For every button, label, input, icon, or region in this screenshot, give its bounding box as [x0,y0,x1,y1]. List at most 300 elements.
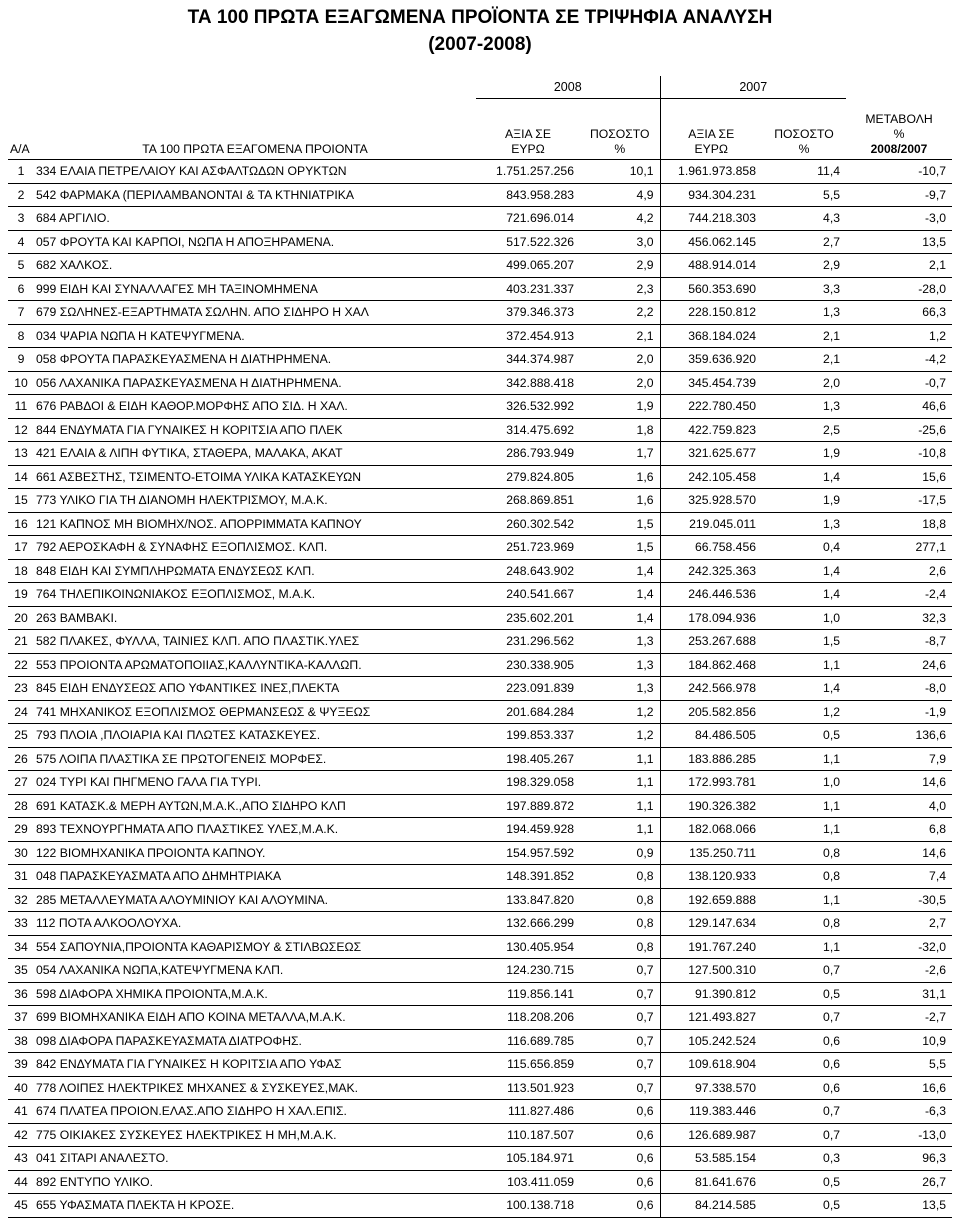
change-pct: 66,3 [846,301,952,325]
change-pct: -2,7 [846,1006,952,1030]
value-2007: 744.218.303 [660,207,762,231]
product-name: 048 ΠΑΡΑΣΚΕΥΑΣΜΑΤΑ ΑΠΟ ΔΗΜΗΤΡΙΑΚΑ [34,865,476,889]
table-row [8,794,952,818]
change-pct: -28,0 [846,277,952,301]
product-name: 054 ΛΑΧΑΝΙΚΑ ΝΩΠΑ,ΚΑΤΕΨΥΓΜΕΝΑ ΚΛΠ. [34,959,476,983]
pct-2007: 0,7 [762,1123,846,1147]
pct-2007: 0,7 [762,959,846,983]
value-2008: 199.853.337 [476,724,580,748]
pct-2007: 2,5 [762,418,846,442]
value-2007: 109.618.904 [660,1053,762,1077]
value-2007: 242.105.458 [660,465,762,489]
row-number: 10 [8,371,34,395]
header-value-2008-line2: ΕΥΡΩ [511,142,545,156]
table-row [8,230,952,254]
change-pct: 2,6 [846,559,952,583]
product-name: 773 ΥΛΙΚΟ ΓΙΑ ΤΗ ΔΙΑΝΟΜΗ ΗΛΕΚΤΡΙΣΜΟΥ, Μ.Α.Κ. [34,489,476,513]
header-pct-2008 [580,99,660,160]
pct-2008: 2,0 [580,348,660,372]
pct-2007: 0,5 [762,1170,846,1194]
product-name: 582 ΠΛΑΚΕΣ, ΦΥΛΛΑ, ΤΑΙΝΙΕΣ ΚΛΠ. ΑΠΟ ΠΛΑΣΤΙΚ.ΥΛΕΣ [34,630,476,654]
pct-2008: 2,1 [580,324,660,348]
value-2007: 219.045.011 [660,512,762,536]
value-2007: 184.862.468 [660,653,762,677]
pct-2008: 1,5 [580,512,660,536]
header-pct-2008-line2: % [614,142,626,156]
product-name: 057 ΦΡΟΥΤΑ ΚΑΙ ΚΑΡΠΟΙ, ΝΩΠΑ Η ΑΠΟΞΗΡΑΜΕΝΑ. [34,230,476,254]
change-pct: 13,5 [846,1194,952,1218]
value-2007: 183.886.285 [660,747,762,771]
product-name: 285 ΜΕΤΑΛΛΕΥΜΑΤΑ ΑΛΟΥΜΙΝΙΟΥ ΚΑΙ ΑΛΟΥΜΙΝΑ. [34,888,476,912]
change-pct: 46,6 [846,395,952,419]
change-pct: -4,2 [846,348,952,372]
product-name: 778 ΛΟΙΠΕΣ ΗΛΕΚΤΡΙΚΕΣ ΜΗΧΑΝΕΣ & ΣΥΣΚΕΥΕΣ,ΜΑΚ. [34,1076,476,1100]
pct-2008: 1,2 [580,700,660,724]
value-2008: 326.532.992 [476,395,580,419]
table-row [8,912,952,936]
pct-2007: 0,5 [762,1194,846,1218]
pct-2007: 1,1 [762,935,846,959]
row-number: 30 [8,841,34,865]
change-pct: 18,8 [846,512,952,536]
value-2008: 843.958.283 [476,183,580,207]
product-name: 792 ΑΕΡΟΣΚΑΦΗ & ΣΥΝΑΦΗΣ ΕΞΟΠΛΙΣΜΟΣ. ΚΛΠ. [34,536,476,560]
pct-2008: 0,7 [580,1029,660,1053]
pct-2007: 0,3 [762,1147,846,1171]
pct-2007: 0,5 [762,724,846,748]
pct-2007: 2,0 [762,371,846,395]
pct-2008: 1,1 [580,747,660,771]
table-row [8,1170,952,1194]
value-2008: 103.411.059 [476,1170,580,1194]
row-number: 27 [8,771,34,795]
title-line-1: ΤΑ 100 ΠΡΩΤΑ ΕΞΑΓΩΜΕΝΑ ΠΡΟΪΟΝΤΑ ΣΕ ΤΡΙΨΗΦΙΑ ΑΝΑΛΥΣΗ [187,7,773,28]
row-number: 26 [8,747,34,771]
row-number: 7 [8,301,34,325]
pct-2007: 0,8 [762,841,846,865]
value-2008: 115.656.859 [476,1053,580,1077]
value-2008: 113.501.923 [476,1076,580,1100]
table-row [8,465,952,489]
value-2008: 119.856.141 [476,982,580,1006]
product-name: 098 ΔΙΑΦΟΡΑ ΠΑΡΑΣΚΕΥΑΣΜΑΤΑ ΔΙΑΤΡΟΦΗΣ. [34,1029,476,1053]
pct-2008: 1,9 [580,395,660,419]
value-2008: 230.338.905 [476,653,580,677]
row-number: 4 [8,230,34,254]
row-number: 18 [8,559,34,583]
table-row [8,254,952,278]
pct-2008: 0,6 [580,1123,660,1147]
value-2007: 934.304.231 [660,183,762,207]
row-number: 40 [8,1076,34,1100]
value-2007: 488.914.014 [660,254,762,278]
product-name: 999 ΕΙΔΗ ΚΑΙ ΣΥΝΑΛΛΑΓΕΣ ΜΗ ΤΑΞΙΝΟΜΗΜΕΝΑ [34,277,476,301]
pct-2008: 0,6 [580,1100,660,1124]
table-row [8,324,952,348]
value-2007: 422.759.823 [660,418,762,442]
pct-2008: 0,8 [580,935,660,959]
pct-2008: 0,7 [580,1006,660,1030]
value-2008: 198.405.267 [476,747,580,771]
row-number: 11 [8,395,34,419]
table-row [8,935,952,959]
header-pct-2007 [762,99,846,160]
product-name: 056 ΛΑΧΑΝΙΚΑ ΠΑΡΑΣΚΕΥΑΣΜΕΝΑ Η ΔΙΑΤΗΡΗΜΕΝΑ. [34,371,476,395]
change-pct: 277,1 [846,536,952,560]
pct-2008: 1,7 [580,442,660,466]
table-row [8,183,952,207]
value-2008: 116.689.785 [476,1029,580,1053]
table-row [8,1100,952,1124]
pct-2007: 2,1 [762,348,846,372]
value-2008: 132.666.299 [476,912,580,936]
pct-2008: 0,7 [580,1053,660,1077]
table-row [8,747,952,771]
table-row [8,536,952,560]
value-2008: 314.475.692 [476,418,580,442]
year-header-row [8,76,952,99]
value-2008: 342.888.418 [476,371,580,395]
change-pct: 1,2 [846,324,952,348]
change-pct: -2,4 [846,583,952,607]
pct-2007: 11,4 [762,160,846,184]
row-number: 25 [8,724,34,748]
title-line-2: (2007-2008) [428,34,532,55]
row-number: 14 [8,465,34,489]
row-number: 3 [8,207,34,231]
table-row [8,606,952,630]
pct-2007: 0,7 [762,1100,846,1124]
pct-2007: 1,9 [762,489,846,513]
row-number: 9 [8,348,34,372]
pct-2007: 2,9 [762,254,846,278]
value-2007: 246.446.536 [660,583,762,607]
value-2007: 192.659.888 [660,888,762,912]
value-2008: 154.957.592 [476,841,580,865]
change-pct: -8,0 [846,677,952,701]
value-2008: 133.847.820 [476,888,580,912]
pct-2007: 1,4 [762,677,846,701]
change-pct: -32,0 [846,935,952,959]
pct-2008: 3,0 [580,230,660,254]
value-2008: 499.065.207 [476,254,580,278]
value-2008: 251.723.969 [476,536,580,560]
value-2007: 456.062.145 [660,230,762,254]
product-name: 682 ΧΑΛΚΟΣ. [34,254,476,278]
change-pct: -3,0 [846,207,952,231]
row-number: 13 [8,442,34,466]
header-value-2007-line1: ΑΞΙΑ ΣΕ [688,127,735,141]
change-pct: 13,5 [846,230,952,254]
value-2007: 182.068.066 [660,818,762,842]
change-pct: 31,1 [846,982,952,1006]
pct-2008: 1,4 [580,559,660,583]
pct-2007: 1,3 [762,512,846,536]
pct-2008: 1,3 [580,677,660,701]
value-2007: 119.383.446 [660,1100,762,1124]
value-2008: 201.684.284 [476,700,580,724]
product-name: 554 ΣΑΠΟΥΝΙΑ,ΠΡΟΙΟΝΤΑ ΚΑΘΑΡΙΣΜΟΥ & ΣΤΙΛΒΩΣΕΩΣ [34,935,476,959]
pct-2007: 0,7 [762,1006,846,1030]
value-2008: 194.459.928 [476,818,580,842]
value-2007: 228.150.812 [660,301,762,325]
pct-2008: 0,6 [580,1170,660,1194]
header-change-line2: % [893,127,905,141]
pct-2008: 0,9 [580,841,660,865]
change-pct: 136,6 [846,724,952,748]
product-name: 034 ΨΑΡΙΑ ΝΩΠΑ Η ΚΑΤΕΨΥΓΜΕΝΑ. [34,324,476,348]
product-name: 844 ΕΝΔΥΜΑΤΑ ΓΙΑ ΓΥΝΑΙΚΕΣ Η ΚΟΡΙΤΣΙΑ ΑΠΟ ΠΛΕΚ [34,418,476,442]
product-name: 892 ΕΝΤΥΠΟ ΥΛΙΚΟ. [34,1170,476,1194]
value-2008: 344.374.987 [476,348,580,372]
change-pct: -0,7 [846,371,952,395]
pct-2008: 1,8 [580,418,660,442]
product-name: 655 ΥΦΑΣΜΑΤΑ ΠΛΕΚΤΑ Η ΚΡΟΣΕ. [34,1194,476,1218]
value-2007: 205.582.856 [660,700,762,724]
change-pct: 26,7 [846,1170,952,1194]
table-row [8,395,952,419]
pct-2007: 1,1 [762,818,846,842]
row-number: 42 [8,1123,34,1147]
change-pct: -2,6 [846,959,952,983]
pct-2008: 1,6 [580,489,660,513]
value-2007: 321.625.677 [660,442,762,466]
pct-2008: 2,2 [580,301,660,325]
header-pct-2008-line1: ΠΟΣΟΣΤΟ [589,127,650,141]
row-number: 24 [8,700,34,724]
value-2007: 105.242.524 [660,1029,762,1053]
value-2008: 231.296.562 [476,630,580,654]
product-name: 741 ΜΗΧΑΝΙΚΟΣ ΕΞΟΠΛΙΣΜΟΣ ΘΕΡΜΑΝΣΕΩΣ & ΨΥΞΕΩΣ [34,700,476,724]
row-number: 20 [8,606,34,630]
product-name: 661 ΑΣΒΕΣΤΗΣ, ΤΣΙΜΕΝΤΟ-ΕΤΟΙΜΑ ΥΛΙΚΑ ΚΑΤΑΣΚΕΥΩΝ [34,465,476,489]
row-number: 45 [8,1194,34,1218]
value-2007: 53.585.154 [660,1147,762,1171]
table-row [8,1123,952,1147]
row-number: 21 [8,630,34,654]
row-number: 43 [8,1147,34,1171]
product-name: 024 ΤΥΡΙ ΚΑΙ ΠΗΓΜΕΝΟ ΓΑΛΑ ΓΙΑ ΤΥΡΙ. [34,771,476,795]
pct-2007: 0,8 [762,912,846,936]
pct-2007: 1,1 [762,747,846,771]
value-2008: 721.696.014 [476,207,580,231]
product-name: 553 ΠΡΟΙΟΝΤΑ ΑΡΩΜΑΤΟΠΟΙΙΑΣ,ΚΑΛΛΥΝΤΙΚΑ-ΚΑΛΛΩΠ. [34,653,476,677]
row-number: 31 [8,865,34,889]
pct-2007: 1,1 [762,888,846,912]
pct-2008: 4,2 [580,207,660,231]
product-name: 764 ΤΗΛΕΠΙΚΟΙΝΩΝΙΑΚΟΣ ΕΞΟΠΛΙΣΜΟΣ, Μ.Α.Κ. [34,583,476,607]
value-2008: 1.751.257.256 [476,160,580,184]
header-value-2007-line2: ΕΥΡΩ [694,142,728,156]
product-name: 263 ΒΑΜΒΑΚΙ. [34,606,476,630]
product-name: 674 ΠΛΑΤΕΑ ΠΡΟΙΟΝ.ΕΛΑΣ.ΑΠΟ ΣΙΔΗΡΟ Η ΧΑΛ.ΕΠΙΣ. [34,1100,476,1124]
product-name: 041 ΣΙΤΑΡΙ ΑΝΑΛΕΣΤΟ. [34,1147,476,1171]
pct-2008: 0,8 [580,888,660,912]
value-2008: 403.231.337 [476,277,580,301]
value-2007: 242.325.363 [660,559,762,583]
table-row [8,1076,952,1100]
row-number: 28 [8,794,34,818]
document-title [0,0,960,56]
pct-2008: 2,3 [580,277,660,301]
table-row [8,771,952,795]
change-pct: 7,9 [846,747,952,771]
row-number: 22 [8,653,34,677]
value-2007: 97.338.570 [660,1076,762,1100]
table-row [8,371,952,395]
table-row [8,677,952,701]
pct-2008: 1,5 [580,536,660,560]
row-number: 41 [8,1100,34,1124]
row-number: 29 [8,818,34,842]
value-2007: 253.267.688 [660,630,762,654]
header-aa: Α/Α [10,142,30,156]
pct-2008: 2,0 [580,371,660,395]
change-pct: -6,3 [846,1100,952,1124]
table-row [8,442,952,466]
value-2008: 124.230.715 [476,959,580,983]
row-number: 6 [8,277,34,301]
value-2007: 126.689.987 [660,1123,762,1147]
table-row [8,512,952,536]
table-row [8,1147,952,1171]
value-2008: 130.405.954 [476,935,580,959]
row-number: 16 [8,512,34,536]
table-row [8,1029,952,1053]
row-number: 8 [8,324,34,348]
value-2008: 100.138.718 [476,1194,580,1218]
product-name: 122 ΒΙΟΜΗΧΑΝΙΚΑ ΠΡΟΙΟΝΤΑ ΚΑΠΝΟΥ. [34,841,476,865]
change-pct: -1,9 [846,700,952,724]
header-value-2008 [476,99,580,160]
pct-2007: 0,6 [762,1053,846,1077]
change-pct: 4,0 [846,794,952,818]
table-row [8,653,952,677]
pct-2008: 1,4 [580,606,660,630]
pct-2007: 1,2 [762,700,846,724]
value-2007: 178.094.936 [660,606,762,630]
value-2007: 81.641.676 [660,1170,762,1194]
value-2007: 84.214.585 [660,1194,762,1218]
value-2007: 66.758.456 [660,536,762,560]
row-number: 15 [8,489,34,513]
pct-2008: 0,7 [580,982,660,1006]
pct-2007: 3,3 [762,277,846,301]
change-pct: 7,4 [846,865,952,889]
value-2007: 129.147.634 [660,912,762,936]
row-number: 39 [8,1053,34,1077]
year-2008-header: 2008 [476,76,660,99]
pct-2008: 1,6 [580,465,660,489]
change-pct: -13,0 [846,1123,952,1147]
row-number: 1 [8,160,34,184]
product-name: 691 ΚΑΤΑΣΚ.& ΜΕΡΗ ΑΥΤΩΝ,Μ.Α.Κ.,ΑΠΟ ΣΙΔΗΡΟ ΚΛΠ [34,794,476,818]
value-2008: 279.824.805 [476,465,580,489]
value-2007: 222.780.450 [660,395,762,419]
value-2008: 198.329.058 [476,771,580,795]
change-pct: 5,5 [846,1053,952,1077]
row-number: 37 [8,1006,34,1030]
value-2007: 325.928.570 [660,489,762,513]
change-pct: -9,7 [846,183,952,207]
pct-2007: 1,4 [762,583,846,607]
change-pct: 24,6 [846,653,952,677]
value-2008: 240.541.667 [476,583,580,607]
pct-2008: 4,9 [580,183,660,207]
pct-2008: 1,3 [580,630,660,654]
pct-2008: 0,8 [580,865,660,889]
pct-2007: 1,0 [762,606,846,630]
header-value-2008-line1: ΑΞΙΑ ΣΕ [505,127,551,141]
value-2007: 127.500.310 [660,959,762,983]
row-number: 17 [8,536,34,560]
value-2007: 242.566.978 [660,677,762,701]
change-pct: 32,3 [846,606,952,630]
product-name: 334 ΕΛΑΙΑ ΠΕΤΡΕΛΑΙΟΥ ΚΑΙ ΑΣΦΑΛΤΩΔΩΝ ΟΡΥΚΤΩΝ [34,160,476,184]
value-2007: 138.120.933 [660,865,762,889]
table-row [8,348,952,372]
row-number: 12 [8,418,34,442]
change-pct: -25,6 [846,418,952,442]
value-2008: 197.889.872 [476,794,580,818]
pct-2007: 1,4 [762,559,846,583]
product-name: 575 ΛΟΙΠΑ ΠΛΑΣΤΙΚΑ ΣΕ ΠΡΩΤΟΓΕΝΕΙΣ ΜΟΡΦΕΣ. [34,747,476,771]
product-name: 893 ΤΕΧΝΟΥΡΓΗΜΑΤΑ ΑΠΟ ΠΛΑΣΤΙΚΕΣ ΥΛΕΣ,Μ.Α.Κ. [34,818,476,842]
year-2007-header: 2007 [660,76,846,99]
value-2007: 121.493.827 [660,1006,762,1030]
change-pct: 16,6 [846,1076,952,1100]
table-row [8,489,952,513]
value-2008: 111.827.486 [476,1100,580,1124]
value-2007: 359.636.920 [660,348,762,372]
value-2008: 260.302.542 [476,512,580,536]
table-row [8,559,952,583]
header-product: ΤΑ 100 ΠΡΩΤΑ ΕΞΑΓΟΜΕΝΑ ΠΡΟΙΟΝΤΑ [142,142,368,156]
value-2007: 91.390.812 [660,982,762,1006]
pct-2007: 0,5 [762,982,846,1006]
change-pct: -17,5 [846,489,952,513]
pct-2008: 10,1 [580,160,660,184]
change-pct: 2,1 [846,254,952,278]
pct-2007: 0,6 [762,1076,846,1100]
pct-2007: 1,0 [762,771,846,795]
table-row [8,700,952,724]
pct-2007: 0,4 [762,536,846,560]
value-2007: 172.993.781 [660,771,762,795]
value-2007: 84.486.505 [660,724,762,748]
header-pct-2007-line2: % [798,142,810,156]
row-number: 34 [8,935,34,959]
row-number: 5 [8,254,34,278]
table-row [8,418,952,442]
pct-2007: 1,3 [762,395,846,419]
product-name: 845 ΕΙΔΗ ΕΝΔΥΣΕΩΣ ΑΠΟ ΥΦΑΝΤΙΚΕΣ ΙΝΕΣ,ΠΛΕΚΤΑ [34,677,476,701]
pct-2008: 1,1 [580,818,660,842]
table-row [8,301,952,325]
change-pct: 96,3 [846,1147,952,1171]
pct-2007: 1,1 [762,794,846,818]
pct-2008: 1,1 [580,771,660,795]
header-change-line3: 2008/2007 [870,142,928,156]
pct-2008: 0,8 [580,912,660,936]
product-name: 598 ΔΙΑΦΟΡΑ ΧΗΜΙΚΑ ΠΡΟΙΟΝΤΑ,Μ.Α.Κ. [34,982,476,1006]
product-name: 676 ΡΑΒΔΟΙ & ΕΙΔΗ ΚΑΘΟΡ.ΜΟΡΦΗΣ ΑΠΟ ΣΙΔ. Η ΧΑΛ. [34,395,476,419]
pct-2008: 0,6 [580,1194,660,1218]
table-row [8,1006,952,1030]
value-2007: 345.454.739 [660,371,762,395]
product-name: 842 ΕΝΔΥΜΑΤΑ ΓΙΑ ΓΥΝΑΙΚΕΣ Η ΚΟΡΙΤΣΙΑ ΑΠΟ ΥΦΑΣ [34,1053,476,1077]
value-2008: 110.187.507 [476,1123,580,1147]
